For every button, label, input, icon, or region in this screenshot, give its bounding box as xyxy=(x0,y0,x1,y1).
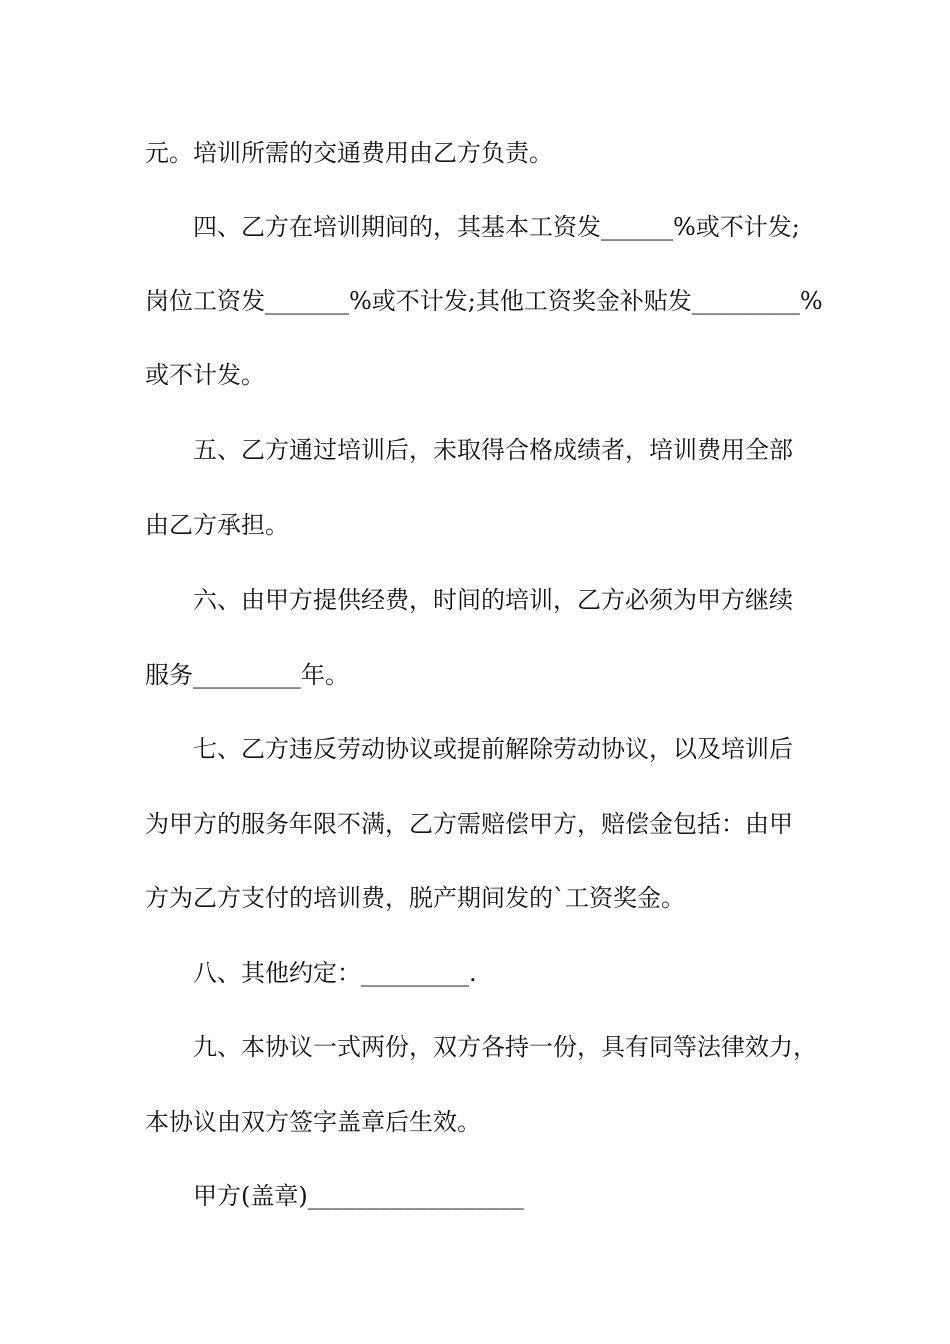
clause-5-line-1: 五、乙方通过培训后，未取得合格成绩者，培训费用全部 xyxy=(193,436,793,464)
clause-4-line-3: 或不计发。 xyxy=(145,361,265,389)
clause-4-line-2: 岗位工资发_______%或不计发;其他工资奖金补贴发_________% xyxy=(145,287,823,315)
party-a-signature-line: 甲方(盖章)__________________ xyxy=(193,1182,524,1210)
clause-5-line-2: 由乙方承担。 xyxy=(145,511,289,539)
clause-8-line-1: 八、其他约定：_________. xyxy=(193,959,477,987)
text-line-1: 元。培训所需的交通费用由乙方负责。 xyxy=(145,139,553,167)
clause-9-line-1: 九、本协议一式两份，双方各持一份，具有同等法律效力， xyxy=(193,1033,817,1061)
clause-6-line-1: 六、由甲方提供经费，时间的培训，乙方必须为甲方继续 xyxy=(193,586,793,614)
clause-7-line-3: 方为乙方支付的培训费，脱产期间发的`工资奖金。 xyxy=(145,884,685,912)
clause-9-line-2: 本协议由双方签字盖章后生效。 xyxy=(145,1108,481,1136)
clause-4-line-1: 四、乙方在培训期间的，其基本工资发______%或不计发; xyxy=(193,213,800,241)
clause-7-line-1: 七、乙方违反劳动协议或提前解除劳动协议，以及培训后 xyxy=(193,735,793,763)
clause-6-line-2: 服务_________年。 xyxy=(145,661,349,689)
clause-7-line-2: 为甲方的服务年限不满，乙方需赔偿甲方，赔偿金包括：由甲 xyxy=(145,810,793,838)
